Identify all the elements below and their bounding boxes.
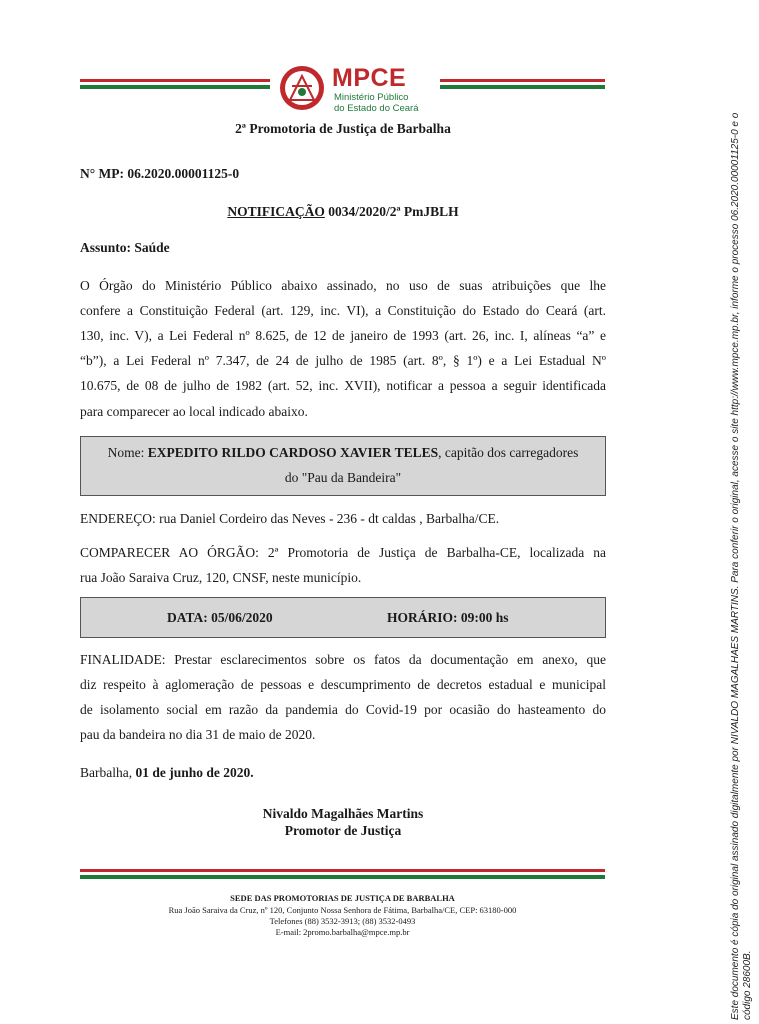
name-line-2: do "Pau da Bandeira": [284, 470, 402, 485]
appear-line-2: rua João Saraiva Cruz, 120, CNSF, neste município.: [80, 570, 362, 585]
footer-title: SEDE DAS PROMOTORIAS DE JUSTIÇA DE BARBALHA: [230, 893, 455, 903]
mp-number: N° MP: 06.2020.00001125-0: [80, 166, 240, 181]
digital-signature-note: [730, 113, 754, 1020]
subject: Assunto: Saúde: [80, 240, 170, 255]
notification-label: NOTIFICAÇÃO: [227, 204, 325, 219]
signature-note-line-1: Este documento é cópia do original assinado digitalmente por NIVALDO MAGALHAES MARTINS. Para conferir o original, acesse o site http://www.mpce.mp.br, informe o processo 06.2020.00001125-0 e o: [730, 112, 741, 1020]
header-red-line-left: [80, 79, 270, 82]
body-line-3: 130, inc. V), a Lei Federal nº 8.625, de 12 de janeiro de 1993 (art. 26, inc. I, alíneas “a” e: [80, 328, 606, 343]
body-line-6: para comparecer ao local indicado abaixo.: [80, 404, 308, 419]
purpose-line-1: FINALIDADE: Prestar esclarecimentos sobre os fatos da documentação em anexo, que: [80, 652, 606, 667]
mpce-logo: [278, 64, 448, 116]
place: Barbalha,: [80, 765, 136, 780]
address: ENDEREÇO: rua Daniel Cordeiro das Neves - 236 - dt caldas , Barbalha/CE.: [80, 511, 500, 526]
body-line-5: 10.675, de 08 de julho de 1982 (art. 52, inc. XVII), notificar a pessoa a seguir identificada: [80, 378, 606, 393]
mpce-emblem-icon: [278, 64, 326, 112]
signer-role: Promotor de Justiça: [284, 823, 402, 838]
notification-title: [80, 204, 606, 220]
logo-title: MPCE: [332, 64, 407, 92]
name-label: Nome:: [107, 445, 148, 460]
signed-date: 01 de junho de 2020.: [135, 765, 254, 780]
header-green-line-right: [440, 85, 605, 89]
purpose-line-2: diz respeito à aglomeração de pessoas e descumprimento de decretos estadual e municipal: [80, 677, 606, 692]
name-rest: , capitão dos carregadores: [438, 445, 579, 460]
office-title: 2ª Promotoria de Justiça de Barbalha: [235, 121, 451, 136]
body-line-4: “b”), a Lei Federal nº 7.347, de 24 de julho de 1985 (art. 8º, § 1º) e a Lei Estadual Nº: [80, 353, 606, 368]
logo-subtitle-2: do Estado do Ceará: [334, 103, 419, 114]
signer-name: Nivaldo Magalhães Martins: [262, 806, 424, 821]
footer-phones: Telefones (88) 3532-3913; (88) 3532-0493: [269, 916, 416, 926]
name-value: EXPEDITO RILDO CARDOSO XAVIER TELES: [147, 445, 439, 460]
name-box: [80, 436, 606, 496]
footer-email: E-mail: 2promo.barbalha@mpce.mp.br: [275, 927, 410, 937]
purpose-line-3: de isolamento social em razão da pandemia do Covid-19 por ocasião do hasteamento do: [80, 702, 606, 717]
appear-line-1: COMPARECER AO ÓRGÃO: 2ª Promotoria de Justiça de Barbalha-CE, localizada na: [80, 545, 606, 560]
body-line-1: O Órgão do Ministério Público abaixo assinado, no uso de suas atribuições que lhe: [80, 278, 606, 293]
date-box: [80, 597, 606, 638]
footer-red-line: [80, 869, 605, 872]
header-red-line-right: [440, 79, 605, 82]
appointment-date: DATA: 05/06/2020: [167, 610, 273, 625]
appointment-time: HORÁRIO: 09:00 hs: [387, 610, 509, 625]
footer-green-line: [80, 875, 605, 879]
place-date: [80, 765, 254, 781]
logo-subtitle-1: Ministério Público: [334, 92, 409, 103]
notification-number: 0034/2020/2ª PmJBLH: [324, 204, 459, 219]
signature-note-line-2: código 28600B.: [742, 950, 753, 1020]
header-green-line-left: [80, 85, 270, 89]
name-line-1: [81, 445, 605, 461]
footer-address: Rua João Saraiva da Cruz, nº 120, Conjunto Nossa Senhora de Fátima, Barbalha/CE, CEP: 63180-000: [168, 905, 517, 915]
purpose-line-4: pau da bandeira no dia 31 de maio de 2020.: [80, 727, 316, 742]
body-line-2: confere a Constituição Federal (art. 129, inc. VI), a Constituição do Estado do Ceará (art.: [80, 303, 606, 318]
